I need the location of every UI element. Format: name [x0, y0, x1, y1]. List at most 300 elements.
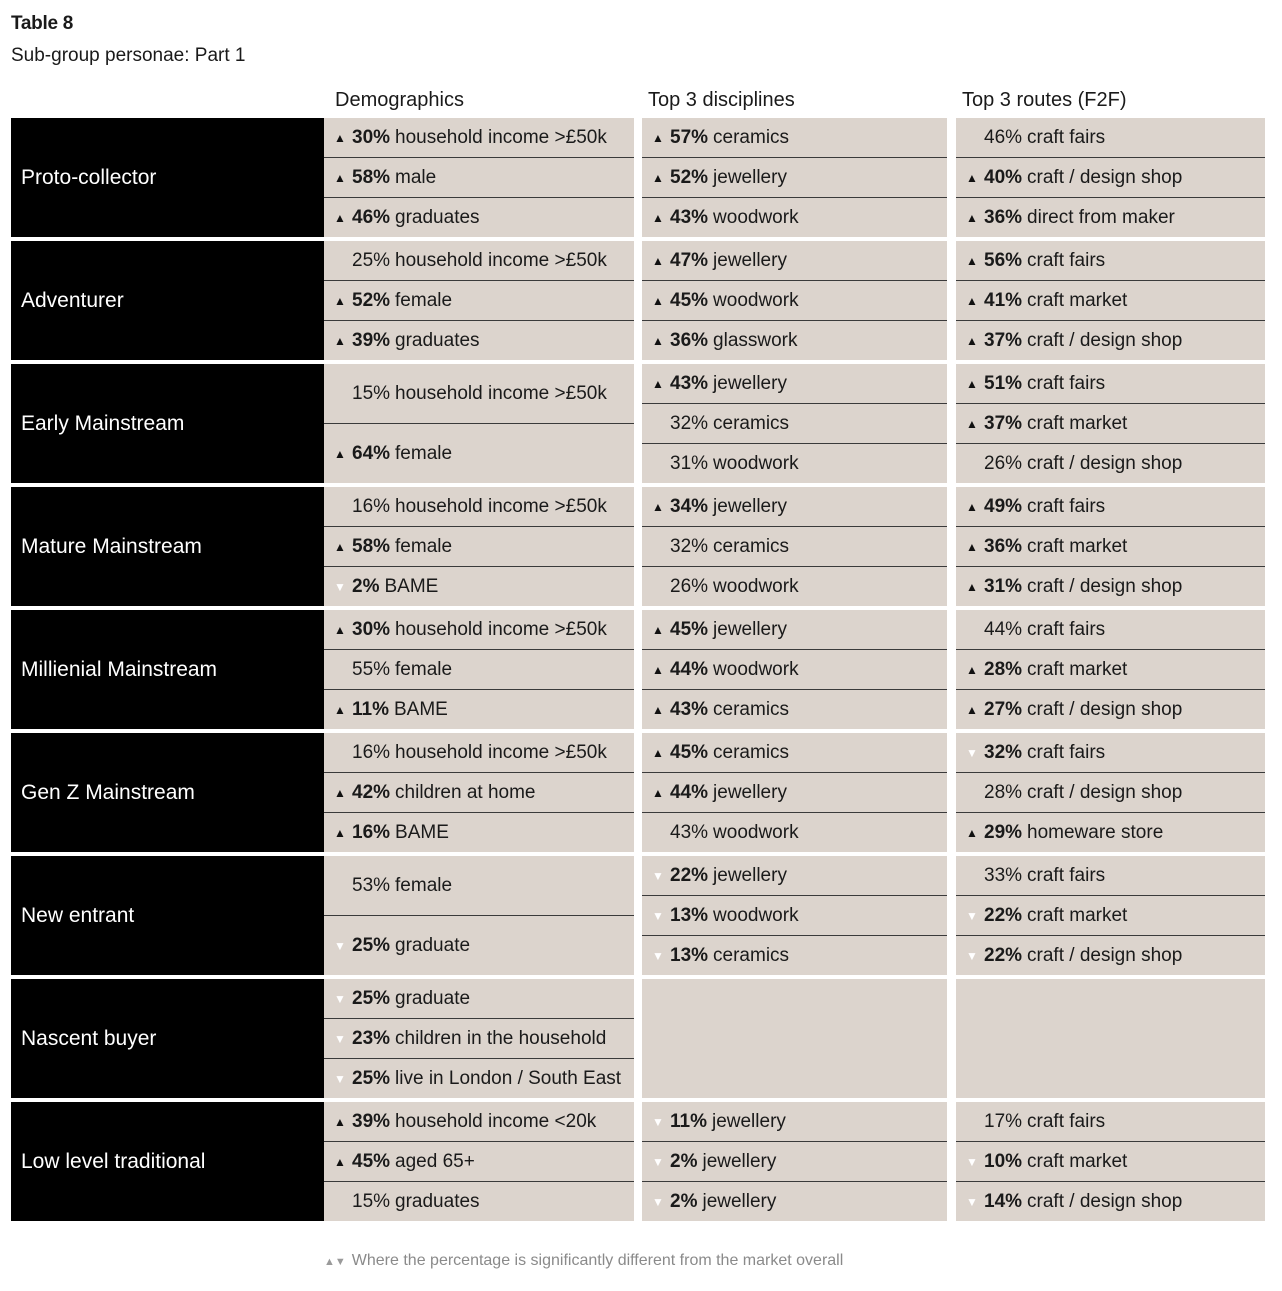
up-arrow-icon: ▲ [334, 210, 346, 225]
up-arrow-icon: ▲ [966, 539, 978, 554]
percentage-value: 22% [984, 904, 1023, 926]
table-cell [642, 650, 947, 690]
cell-text: live in London / South East [395, 1067, 622, 1089]
up-arrow-icon: ▲ [652, 130, 664, 145]
cell-text: graduates [395, 329, 480, 351]
table-cell [642, 118, 947, 158]
up-arrow-icon: ▲ [966, 210, 978, 225]
table-cell [642, 1102, 947, 1142]
group-label: Adventurer [11, 241, 324, 360]
percentage-value: 16% [352, 741, 391, 763]
routes-column [956, 856, 1265, 975]
down-arrow-icon: ▼ [334, 579, 346, 594]
table-cell [324, 1102, 634, 1142]
cell-text: household income <20k [395, 1110, 597, 1132]
table-cell [324, 1059, 634, 1098]
cell-text: craft / design shop [1027, 166, 1183, 188]
table-cell [956, 650, 1265, 690]
cell-text: graduates [395, 206, 480, 228]
cell-text: jewellery [713, 618, 787, 640]
cell-text: jewellery [713, 781, 787, 803]
routes-column [956, 241, 1265, 360]
table-cell [642, 813, 947, 852]
cell-text: jewellery [702, 1150, 777, 1172]
table-cell [642, 404, 947, 444]
cell-text: graduate [395, 934, 471, 956]
table-cell [956, 936, 1265, 975]
group-row [11, 118, 1265, 237]
cell-text: BAME [384, 575, 439, 597]
table-cell [324, 916, 634, 975]
percentage-value: 58% [352, 166, 391, 188]
percentage-value: 43% [670, 698, 709, 720]
demographics-column [324, 856, 634, 975]
up-arrow-icon: ▲ [334, 1154, 346, 1169]
cell-text: jewellery [702, 1190, 777, 1212]
table-cell [642, 198, 947, 237]
group-label: Low level traditional [11, 1102, 324, 1221]
down-arrow-icon: ▼ [334, 991, 346, 1006]
percentage-value: 43% [670, 821, 709, 843]
table-cell [642, 610, 947, 650]
up-arrow-icon: ▲ [334, 825, 346, 840]
routes-column [956, 1102, 1265, 1221]
percentage-value: 52% [670, 166, 709, 188]
up-arrow-icon: ▲ [966, 333, 978, 348]
table-cell [956, 733, 1265, 773]
up-arrow-icon: ▲ [652, 253, 664, 268]
cell-text: craft market [1027, 289, 1128, 311]
table-cell [324, 813, 634, 852]
cell-text: jewellery [713, 864, 787, 886]
cell-text: household income >£50k [395, 382, 607, 404]
percentage-value: 27% [984, 698, 1023, 720]
percentage-value: 28% [984, 781, 1023, 803]
up-arrow-icon: ▲ [652, 662, 664, 677]
cell-text: craft fairs [1027, 864, 1106, 886]
down-arrow-icon: ▼ [966, 1154, 978, 1169]
percentage-value: 34% [670, 495, 709, 517]
empty-cell [642, 979, 947, 1098]
percentage-value: 55% [352, 658, 391, 680]
group-row [11, 610, 1265, 729]
percentage-value: 36% [670, 329, 709, 351]
up-arrow-icon: ▲ [966, 825, 978, 840]
group-label: Gen Z Mainstream [11, 733, 324, 852]
table-cell [324, 281, 634, 321]
up-arrow-icon: ▲ [334, 702, 346, 717]
percentage-value: 23% [352, 1027, 391, 1049]
percentage-value: 44% [670, 781, 709, 803]
percentage-value: 39% [352, 1110, 391, 1132]
table-cell [956, 281, 1265, 321]
table-cell [324, 118, 634, 158]
percentage-value: 32% [670, 535, 709, 557]
percentage-value: 37% [984, 329, 1023, 351]
down-arrow-icon: ▼ [966, 1194, 978, 1209]
cell-text: craft / design shop [1027, 329, 1183, 351]
percentage-value: 57% [670, 126, 709, 148]
column-header-routes: Top 3 routes (F2F) [962, 89, 1127, 111]
percentage-value: 14% [984, 1190, 1023, 1212]
group-label: Mature Mainstream [11, 487, 324, 606]
table-cell [324, 241, 634, 281]
cell-text: household income >£50k [395, 618, 607, 640]
up-arrow-icon: ▲ [966, 702, 978, 717]
table-cell [324, 856, 634, 916]
demographics-column [324, 733, 634, 852]
group-label: Early Mainstream [11, 364, 324, 483]
up-arrow-icon: ▲ [334, 130, 346, 145]
percentage-value: 16% [352, 495, 391, 517]
percentage-value: 32% [984, 741, 1023, 763]
disciplines-column [642, 364, 947, 483]
routes-column [956, 979, 1265, 1098]
down-arrow-icon: ▼ [652, 1154, 664, 1169]
up-arrow-icon: ▲ [652, 499, 664, 514]
table-cell [324, 1182, 634, 1221]
percentage-value: 30% [352, 618, 391, 640]
cell-text: ceramics [713, 698, 790, 720]
table-cell [956, 118, 1265, 158]
cell-text: female [395, 289, 453, 311]
table-cell [956, 404, 1265, 444]
cell-text: craft market [1027, 535, 1128, 557]
table-cell [324, 158, 634, 198]
group-row [11, 1102, 1265, 1221]
cell-text: woodwork [713, 289, 799, 311]
demographics-column [324, 979, 634, 1098]
percentage-value: 26% [984, 452, 1023, 474]
percentage-value: 41% [984, 289, 1023, 311]
percentage-value: 36% [984, 206, 1023, 228]
percentage-value: 2% [670, 1150, 698, 1172]
cell-text: craft fairs [1027, 126, 1106, 148]
up-arrow-icon: ▲ [652, 622, 664, 637]
down-arrow-icon: ▼ [966, 745, 978, 760]
cell-text: ceramics [713, 535, 790, 557]
cell-text: craft fairs [1027, 1110, 1106, 1132]
up-arrow-icon: ▲ [652, 170, 664, 185]
cell-text: BAME [395, 821, 449, 843]
table-cell [324, 364, 634, 424]
table-cell [642, 444, 947, 483]
up-arrow-icon: ▲ [652, 210, 664, 225]
disciplines-column [642, 1102, 947, 1221]
table-cell [324, 690, 634, 729]
cell-text: craft fairs [1027, 495, 1106, 517]
percentage-value: 22% [670, 864, 709, 886]
group-label: New entrant [11, 856, 324, 975]
demographics-column [324, 364, 634, 483]
percentage-value: 46% [984, 126, 1023, 148]
table-cell [642, 1142, 947, 1182]
down-arrow-icon: ▼ [652, 908, 664, 923]
table-cell [956, 567, 1265, 606]
routes-column [956, 610, 1265, 729]
routes-column [956, 364, 1265, 483]
percentage-value: 45% [670, 618, 709, 640]
percentage-value: 44% [670, 658, 709, 680]
disciplines-column [642, 733, 947, 852]
demographics-column [324, 118, 634, 237]
cell-text: craft fairs [1027, 618, 1106, 640]
disciplines-column [642, 118, 947, 237]
percentage-value: 42% [352, 781, 391, 803]
table-cell [642, 241, 947, 281]
percentage-value: 16% [352, 821, 391, 843]
down-arrow-icon: ▼ [652, 948, 664, 963]
group-row [11, 856, 1265, 975]
cell-text: craft market [1027, 412, 1128, 434]
table-cell [956, 1102, 1265, 1142]
table-cell [956, 444, 1265, 483]
percentage-value: 33% [984, 864, 1023, 886]
down-arrow-icon: ▼ [334, 938, 346, 953]
up-arrow-icon: ▲ [334, 1114, 346, 1129]
table-cell [324, 1142, 634, 1182]
up-arrow-icon: ▲ [652, 785, 664, 800]
up-arrow-icon: ▲ [334, 170, 346, 185]
percentage-value: 58% [352, 535, 391, 557]
up-arrow-icon: ▲ [652, 293, 664, 308]
up-arrow-icon: ▲ [966, 499, 978, 514]
group-label: Nascent buyer [11, 979, 324, 1098]
percentage-value: 15% [352, 1190, 391, 1212]
percentage-value: 30% [352, 126, 391, 148]
percentage-value: 15% [352, 382, 391, 404]
percentage-value: 17% [984, 1110, 1023, 1132]
cell-text: woodwork [713, 658, 799, 680]
cell-text: craft market [1027, 904, 1128, 926]
demographics-column [324, 1102, 634, 1221]
table-cell [324, 567, 634, 606]
table-cell [956, 813, 1265, 852]
percentage-value: 45% [670, 741, 709, 763]
cell-text: household income >£50k [395, 126, 607, 148]
percentage-value: 31% [984, 575, 1023, 597]
table-cell [324, 979, 634, 1019]
percentage-value: 39% [352, 329, 391, 351]
cell-text: jewellery [713, 372, 787, 394]
group-row [11, 487, 1265, 606]
cell-text: household income >£50k [395, 249, 607, 271]
percentage-value: 36% [984, 535, 1023, 557]
percentage-value: 47% [670, 249, 709, 271]
percentage-value: 43% [670, 372, 709, 394]
down-arrow-icon: ▼ [966, 908, 978, 923]
percentage-value: 43% [670, 206, 709, 228]
up-arrow-icon: ▲ [334, 785, 346, 800]
table-cell [956, 364, 1265, 404]
up-arrow-icon: ▲ [966, 376, 978, 391]
legend-arrows-icon: ▲▼ [324, 1256, 346, 1268]
table-cell [956, 527, 1265, 567]
cell-text: craft / design shop [1027, 781, 1183, 803]
table-cell [642, 321, 947, 360]
up-arrow-icon: ▲ [334, 446, 346, 461]
up-arrow-icon: ▲ [966, 662, 978, 677]
table-cell [642, 733, 947, 773]
percentage-value: 11% [352, 698, 389, 720]
up-arrow-icon: ▲ [966, 579, 978, 594]
up-arrow-icon: ▲ [652, 333, 664, 348]
percentage-value: 11% [670, 1110, 707, 1132]
table-cell [642, 690, 947, 729]
cell-text: female [395, 874, 453, 896]
up-arrow-icon: ▲ [966, 253, 978, 268]
cell-text: female [395, 442, 453, 464]
percentage-value: 25% [352, 987, 391, 1009]
table-cell [956, 773, 1265, 813]
disciplines-column [642, 856, 947, 975]
table-cell [956, 690, 1265, 729]
table-cell [324, 527, 634, 567]
table-cell [642, 364, 947, 404]
group-row [11, 241, 1265, 360]
percentage-value: 64% [352, 442, 391, 464]
table-cell [324, 424, 634, 483]
up-arrow-icon: ▲ [652, 745, 664, 760]
table-cell [324, 1019, 634, 1059]
down-arrow-icon: ▼ [966, 948, 978, 963]
group-label: Proto-collector [11, 118, 324, 237]
cell-text: craft / design shop [1027, 1190, 1183, 1212]
down-arrow-icon: ▼ [334, 1031, 346, 1046]
table-cell [324, 733, 634, 773]
up-arrow-icon: ▲ [334, 333, 346, 348]
cell-text: woodwork [713, 575, 799, 597]
percentage-value: 25% [352, 934, 391, 956]
cell-text: craft fairs [1027, 741, 1106, 763]
routes-column [956, 487, 1265, 606]
group-row [11, 979, 1265, 1098]
percentage-value: 37% [984, 412, 1023, 434]
cell-text: woodwork [713, 452, 799, 474]
down-arrow-icon: ▼ [652, 1114, 664, 1129]
percentage-value: 56% [984, 249, 1023, 271]
cell-text: woodwork [713, 904, 799, 926]
table-cell [324, 773, 634, 813]
cell-text: craft / design shop [1027, 944, 1183, 966]
table-cell [642, 567, 947, 606]
cell-text: jewellery [713, 249, 787, 271]
percentage-value: 25% [352, 1067, 391, 1089]
table-cell [642, 856, 947, 896]
disciplines-column [642, 979, 947, 1098]
column-header-disciplines: Top 3 disciplines [648, 89, 795, 111]
routes-column [956, 733, 1265, 852]
cell-text: craft fairs [1027, 372, 1106, 394]
cell-text: direct from maker [1027, 206, 1175, 228]
down-arrow-icon: ▼ [334, 1071, 346, 1086]
legend-text: Where the percentage is significantly different from the market overall [351, 1252, 844, 1269]
table-title: Table 8 [11, 13, 73, 34]
cell-text: household income >£50k [395, 495, 607, 517]
percentage-value: 25% [352, 249, 391, 271]
legend [324, 1252, 843, 1270]
down-arrow-icon: ▼ [652, 868, 664, 883]
demographics-column [324, 610, 634, 729]
percentage-value: 13% [670, 944, 709, 966]
up-arrow-icon: ▲ [652, 702, 664, 717]
table-cell [956, 241, 1265, 281]
table-cell [956, 1182, 1265, 1221]
table-subtitle: Sub-group personae: Part 1 [11, 45, 246, 66]
cell-text: craft / design shop [1027, 575, 1183, 597]
table-cell [642, 773, 947, 813]
table-cell [956, 158, 1265, 198]
table-cell [642, 1182, 947, 1221]
routes-column [956, 118, 1265, 237]
cell-text: glasswork [713, 329, 798, 351]
cell-text: craft market [1027, 658, 1128, 680]
cell-text: homeware store [1027, 821, 1164, 843]
percentage-value: 10% [984, 1150, 1023, 1172]
percentage-value: 28% [984, 658, 1023, 680]
up-arrow-icon: ▲ [334, 622, 346, 637]
demographics-column [324, 241, 634, 360]
cell-text: jewellery [713, 166, 787, 188]
down-arrow-icon: ▼ [652, 1194, 664, 1209]
personae-table [11, 118, 1265, 1221]
table-cell [642, 936, 947, 975]
percentage-value: 22% [984, 944, 1023, 966]
cell-text: ceramics [713, 412, 790, 434]
up-arrow-icon: ▲ [652, 376, 664, 391]
table-cell [324, 610, 634, 650]
cell-text: woodwork [713, 206, 799, 228]
table-cell [324, 487, 634, 527]
percentage-value: 29% [984, 821, 1023, 843]
cell-text: female [395, 535, 453, 557]
table-cell [956, 198, 1265, 237]
percentage-value: 2% [670, 1190, 698, 1212]
table-cell [956, 321, 1265, 360]
disciplines-column [642, 487, 947, 606]
percentage-value: 45% [670, 289, 709, 311]
column-header-demographics: Demographics [335, 89, 464, 111]
percentage-value: 32% [670, 412, 709, 434]
cell-text: male [395, 166, 437, 188]
percentage-value: 51% [984, 372, 1023, 394]
percentage-value: 44% [984, 618, 1023, 640]
table-cell [956, 896, 1265, 936]
cell-text: graduate [395, 987, 471, 1009]
table-cell [642, 281, 947, 321]
percentage-value: 49% [984, 495, 1023, 517]
group-label: Millienial Mainstream [11, 610, 324, 729]
table-cell [642, 896, 947, 936]
cell-text: ceramics [713, 944, 790, 966]
cell-text: craft / design shop [1027, 698, 1183, 720]
table-cell [956, 610, 1265, 650]
table-cell [324, 198, 634, 237]
percentage-value: 13% [670, 904, 709, 926]
cell-text: ceramics [713, 741, 790, 763]
cell-text: woodwork [713, 821, 799, 843]
group-row [11, 364, 1265, 483]
cell-text: children at home [395, 781, 536, 803]
cell-text: female [395, 658, 453, 680]
table-cell [642, 487, 947, 527]
percentage-value: 53% [352, 874, 391, 896]
table-cell [956, 487, 1265, 527]
table-cell [956, 856, 1265, 896]
up-arrow-icon: ▲ [334, 539, 346, 554]
percentage-value: 40% [984, 166, 1023, 188]
cell-text: household income >£50k [395, 741, 607, 763]
